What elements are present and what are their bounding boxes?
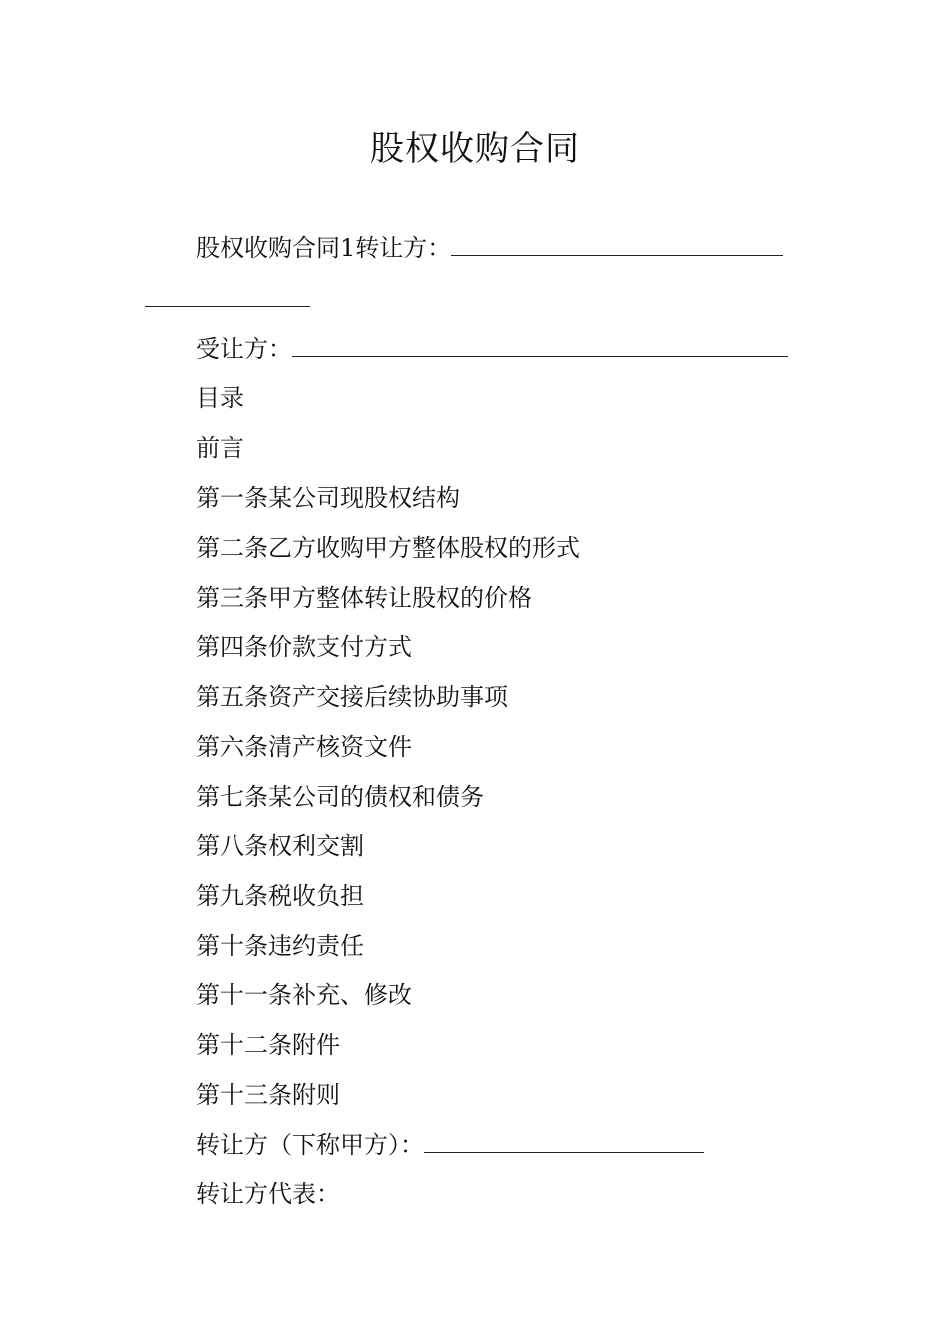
party-a-line xyxy=(196,1128,704,1162)
transferee-blank[interactable] xyxy=(292,332,788,357)
toc-item: 第五条资产交接后续协助事项 xyxy=(196,683,508,711)
transferee-line xyxy=(196,332,788,366)
toc-item: 第四条价款支付方式 xyxy=(196,633,412,661)
toc-item: 第十三条附则 xyxy=(196,1081,340,1109)
toc-item: 前言 xyxy=(196,434,244,462)
transferee-label: 受让方： xyxy=(196,335,292,363)
toc-item: 第十二条附件 xyxy=(196,1031,340,1059)
toc-item: 第八条权利交割 xyxy=(196,832,364,860)
toc-item: 第一条某公司现股权结构 xyxy=(196,484,460,512)
party-a-label: 转让方（下称甲方）： xyxy=(196,1131,424,1159)
transferor-intro-label: 股权收购合同1转让方： xyxy=(196,234,452,262)
transferor-blank[interactable] xyxy=(451,231,783,256)
toc-item: 第二条乙方收购甲方整体股权的形式 xyxy=(196,534,580,562)
toc-item: 第三条甲方整体转让股权的价格 xyxy=(196,584,532,612)
toc-item: 第九条税收负担 xyxy=(196,882,364,910)
transferor-line xyxy=(196,231,783,265)
document-title: 股权收购合同 xyxy=(370,129,580,169)
toc-item: 第七条某公司的债权和债务 xyxy=(196,783,484,811)
toc-item: 第十一条补充、修改 xyxy=(196,981,412,1009)
transferor-blank-continued[interactable] xyxy=(145,306,310,307)
toc-item: 第十条违约责任 xyxy=(196,932,364,960)
toc-item: 第六条清产核资文件 xyxy=(196,733,412,761)
toc-heading: 目录 xyxy=(196,384,244,412)
party-a-rep-label: 转让方代表： xyxy=(196,1180,340,1208)
party-a-blank[interactable] xyxy=(424,1128,704,1153)
